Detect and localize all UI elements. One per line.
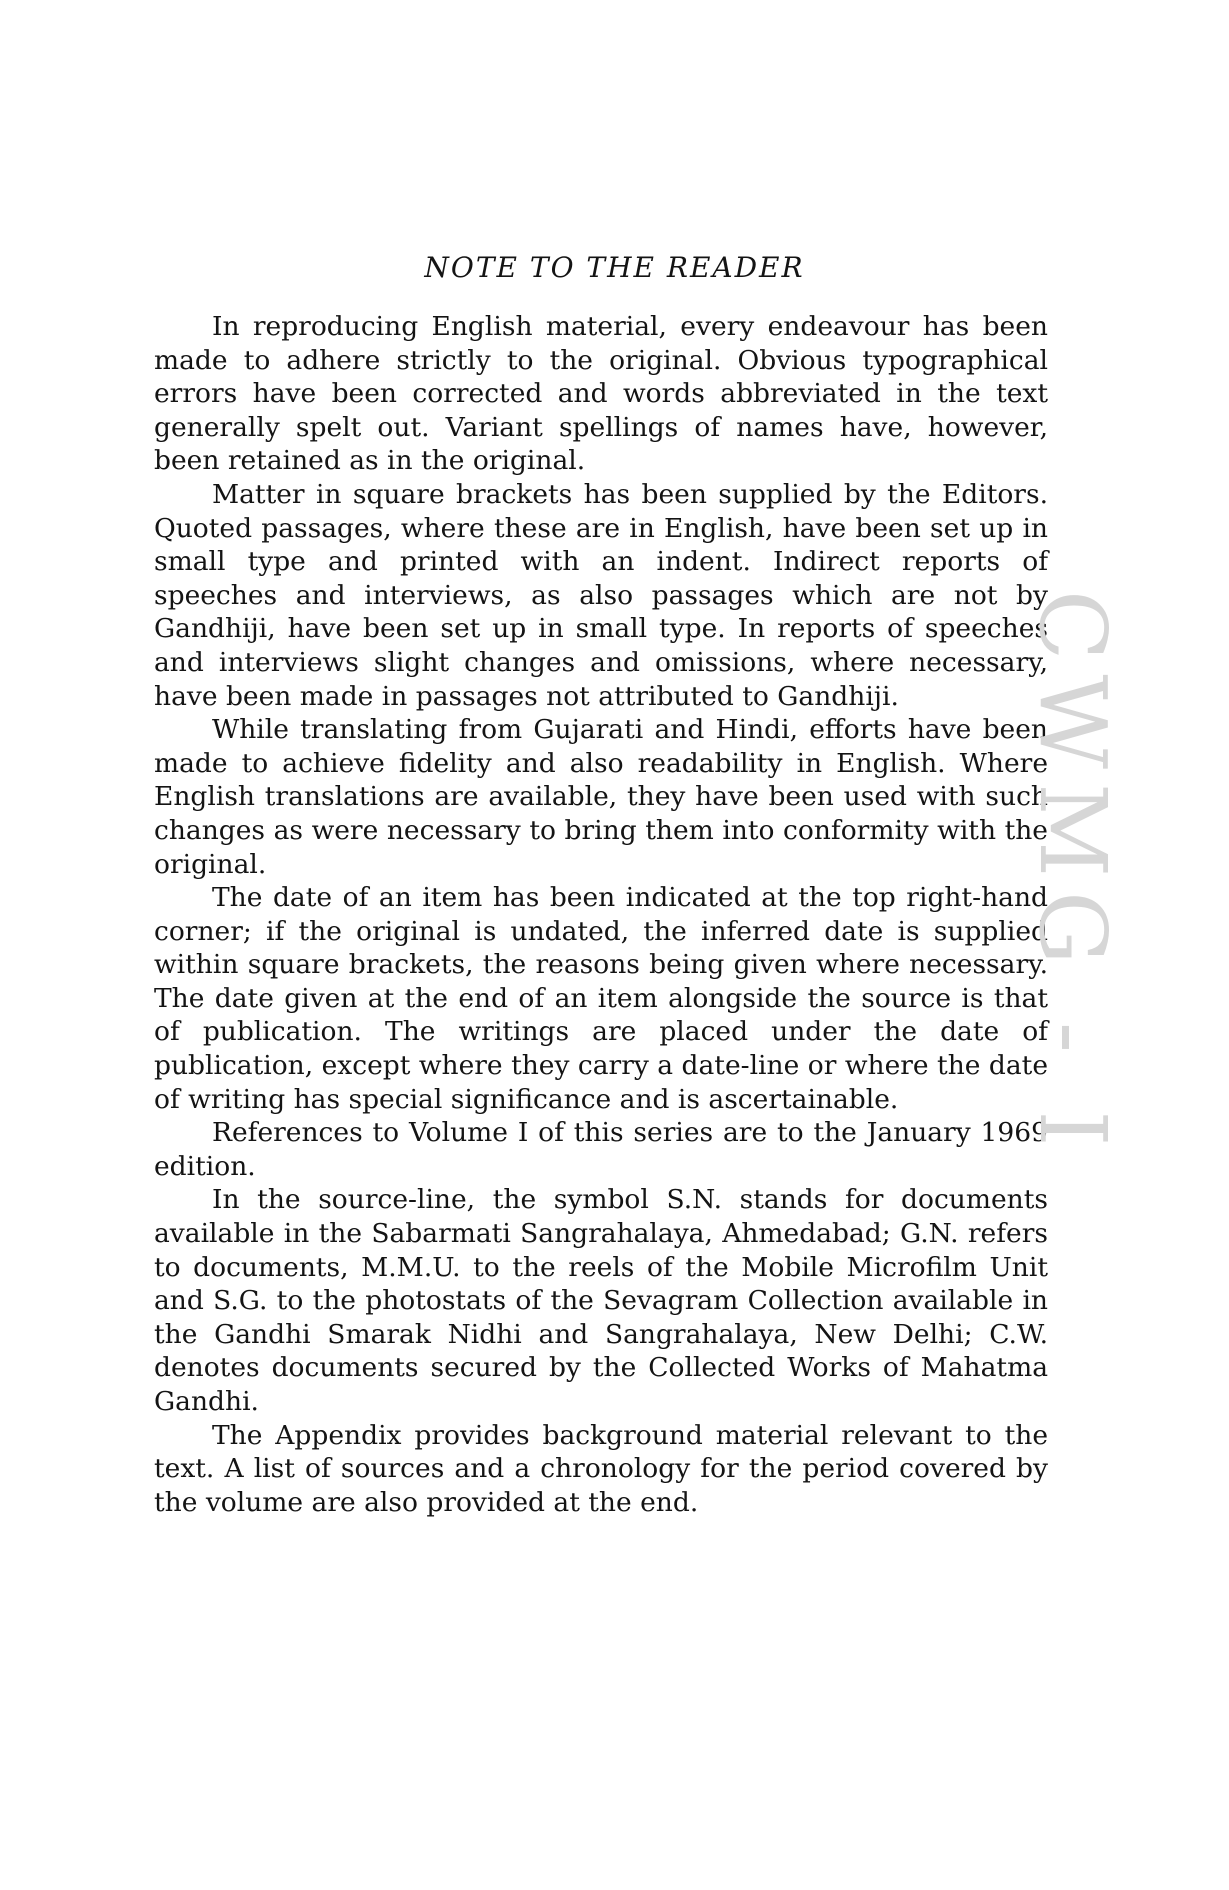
paragraph-dates: The date of an item has been indicated at the top right-hand corner; if the original is undated, the inferred date is supplied within square brackets, the reasons being given where necessary. The date given at the end of an item alongside the source is that of publication. The writings are placed under the date of publication, except where they carry a date-line or where the date of writing has special significance and is ascertainable. [154, 882, 1048, 1115]
paragraph-appendix: The Appendix provides background material relevant to the text. A list of sources and a chronology for the period covered by the volume are also provided at the end. [154, 1419, 1048, 1518]
paragraph-english-material: In reproducing English material, every endeavour has been made to adhere strictly to the original. Obvious typographical errors have been corrected and words abbreviated in the text generally spelt out. Variant spellings of names have, however, been retained as in the original. [154, 311, 1048, 477]
paragraph-volume-reference: References to Volume I of this series are to the January 1969 edition. [154, 1117, 1048, 1182]
watermark-text: CWMG - I [1019, 590, 1126, 1161]
watermark [1019, 590, 1126, 1310]
paragraph-translation: While translating from Gujarati and Hindi, efforts have been made to achieve fidelity and also readability in English. Where English translations are available, they have been used with such changes as were necessary to bring them into conformity with the original. [154, 714, 1048, 880]
paragraph-source-line: In the source-line, the symbol S.N. stands for documents available in the Sabarmati Sangrahalaya, Ahmedabad; G.N. refers to documents, M.M.U. to the reels of the Mobile Microfilm Unit and S.G. to the photostats of the Sevagram Collection available in the Gandhi Smarak Nidhi and Sangrahalaya, New Delhi; C.W. denotes documents secured by the Collected Works of Mahatma Gandhi. [154, 1184, 1048, 1417]
page-title: NOTE TO THE READER [424, 251, 805, 284]
body-text [154, 310, 1048, 1519]
paragraph-square-brackets: Matter in square brackets has been supplied by the Editors. Quoted passages, where these are in English, have been set up in small type and printed with an indent. Indirect reports of speeches and interviews, as also passages which are not by Gandhiji, have been set up in small type. In reports of speeches and interviews slight changes and omissions, where necessary, have been made in passages not attributed to Gandhiji. [154, 478, 1048, 712]
